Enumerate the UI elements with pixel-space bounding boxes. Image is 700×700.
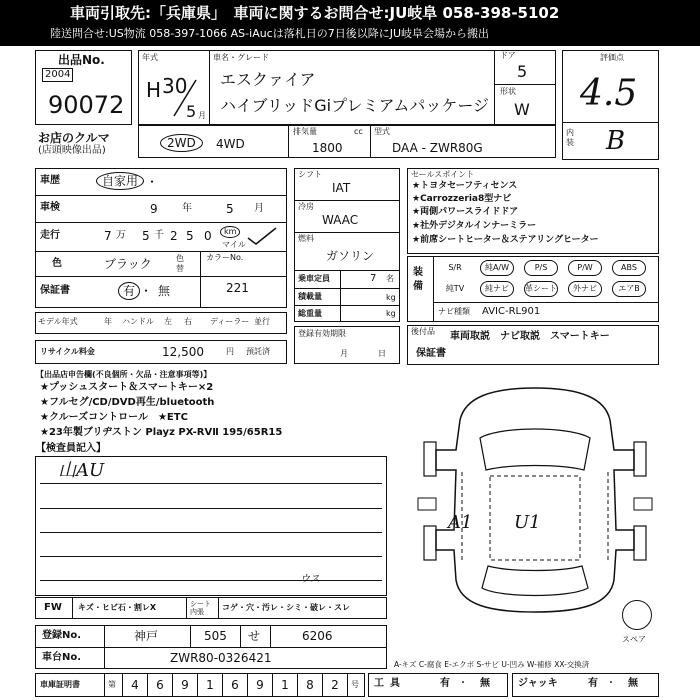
- year-label: 年式: [142, 53, 158, 62]
- jack-label: ジャッキ: [518, 678, 558, 689]
- capacity-value: 7: [370, 273, 377, 284]
- dealer-domestic: 並行: [254, 317, 270, 326]
- fuel-label: 燃料: [298, 234, 314, 243]
- color-no-label: カラーNo.: [206, 253, 244, 262]
- year-month-unit: 月: [198, 111, 206, 120]
- equip-aw: 純A/W: [480, 260, 514, 276]
- displacement-label: 排気量: [293, 127, 317, 136]
- score-label: 評価点: [600, 53, 624, 62]
- recycle-deposit: 預託済: [246, 347, 270, 356]
- navi-value: AVIC-RL901: [482, 306, 541, 317]
- equip-abs: ABS: [612, 260, 646, 276]
- handle-right: 右: [184, 317, 192, 326]
- year-month: 5: [186, 102, 197, 121]
- tools-no: 無: [480, 678, 490, 689]
- warranty-yes: 有: [118, 282, 140, 300]
- doors-value: 5: [517, 62, 528, 81]
- cert-digit: 2: [322, 673, 348, 697]
- equip-sr: S/R: [448, 263, 462, 272]
- cert-digit: 6: [147, 673, 172, 697]
- year-era: H: [146, 78, 162, 102]
- equip-pw: P/W: [568, 260, 602, 276]
- jack-yes: 有: [588, 678, 598, 689]
- spare-tire-icon: [622, 600, 652, 630]
- chassis-label: 車台No.: [42, 652, 82, 663]
- sales-point-item: ★社外デジタルインナーミラー: [412, 221, 537, 231]
- expiry-month-unit: 月: [340, 349, 348, 358]
- warranty-sep: ・: [140, 284, 153, 298]
- mileage-d1: 7: [104, 229, 112, 243]
- spare-label: スペア: [622, 635, 646, 644]
- lot-note1: お店のクルマ: [38, 131, 110, 145]
- recycle-unit: 円: [226, 347, 234, 356]
- rear-equip-label: 後付品: [411, 327, 435, 336]
- navi-label: ナビ種類: [438, 307, 470, 316]
- vehicle-grade: ハイブリッドGiプレミアムパッケージ: [220, 96, 490, 115]
- cert-digit: 9: [247, 673, 272, 697]
- name-label: 車名・グレード: [213, 53, 269, 62]
- year-value: 30: [162, 74, 188, 98]
- dealer-label: ディーラー: [210, 317, 250, 326]
- history-dot: ・: [146, 175, 159, 189]
- cert-digit: 8: [297, 673, 322, 697]
- weight-unit: kg: [386, 309, 396, 318]
- cert-digits: [122, 673, 348, 697]
- displacement-value: 1800: [312, 141, 343, 155]
- handle-left: 左: [164, 317, 172, 326]
- mileage-km: km: [220, 226, 240, 238]
- capacity-label: 乗車定員: [298, 274, 330, 283]
- diagram-mark-u1: U1: [514, 512, 541, 533]
- shape-value: W: [514, 100, 530, 119]
- tools-yes: 有: [440, 678, 450, 689]
- ac-label: 冷房: [298, 202, 314, 211]
- inspection-year-unit: 年: [182, 203, 192, 214]
- exhibitor-notes-heading: 【出品店申告欄(不良個所・欠品・注意事項等)】: [36, 370, 212, 379]
- mileage-mile: マイル: [222, 240, 246, 249]
- lot-note2: (店頭映像出品): [38, 145, 106, 156]
- interior-label: 内装: [566, 128, 574, 148]
- header-line2: 陸送問合せ:US物流 058-397-1066 AS-iAucは落札日の7日後以降にJU岐阜会場から搬出: [50, 27, 490, 40]
- cert-label: 車庫証明書: [40, 680, 80, 689]
- vehicle-name: エスクァイア: [220, 70, 316, 89]
- mileage-d3: 2: [170, 229, 178, 243]
- sales-point-item: ★両側パワースライドドア: [412, 207, 519, 217]
- note-us: ウス: [300, 574, 320, 585]
- fw-items: キズ・ヒビ石・割レX: [78, 603, 157, 612]
- shape-label: 形状: [500, 87, 516, 96]
- rear-equip-warranty: 保証書: [416, 348, 446, 359]
- door-label: ドア: [500, 51, 516, 60]
- warranty-no: 無: [158, 284, 171, 298]
- chassis-value: ZWR80-0326421: [170, 651, 272, 665]
- mileage-d2: 5: [142, 229, 150, 243]
- registration-class: 505: [204, 629, 227, 643]
- color-label: 色: [52, 258, 62, 269]
- fuel-value: ガソリン: [326, 249, 375, 263]
- drive-2wd: 2WD: [160, 134, 203, 152]
- model-value: DAA - ZWR80G: [392, 141, 483, 155]
- score-value: 4.5: [580, 73, 638, 114]
- load-label: 積載量: [298, 292, 322, 301]
- exhibitor-note-item: ★フルセグ/CD/DVD再生/bluetooth: [40, 397, 215, 408]
- seat-label: シート内張: [190, 600, 211, 617]
- registration-label: 登録No.: [42, 630, 82, 641]
- model-label: 型式: [374, 127, 390, 136]
- shift-label: シフト: [298, 170, 322, 179]
- cert-digit: 1: [197, 673, 222, 697]
- fw-label: FW: [44, 602, 62, 613]
- inspector-handwriting: 山AU: [58, 460, 105, 481]
- color-no-value: 221: [226, 281, 249, 295]
- equip-ext-navi: 外ナビ: [568, 281, 602, 297]
- registration-place: 神戸: [134, 629, 159, 643]
- lot-year-tag: 2004: [42, 68, 73, 82]
- equip-airbag: エアB: [612, 281, 646, 297]
- registration-kana: せ: [248, 629, 261, 643]
- mileage-unit-man: 万: [116, 230, 126, 241]
- inspector-heading: 【検査員記入】: [36, 443, 106, 454]
- mileage-check-mark: [242, 224, 282, 248]
- exhibitor-note-item: ★プッシュスタート＆スマートキー×2: [40, 382, 214, 393]
- jack-sep: ・: [606, 678, 616, 689]
- exhibitor-note-item: ★23年製ブリヂストン Playz PX-RVⅡ 195/65R15: [40, 427, 283, 438]
- lot-number: 90072: [48, 91, 125, 119]
- damage-legend: A-キズ C-腐食 E-エクボ S-サビ U-凹み W-補修 XX-交換済: [394, 660, 590, 669]
- equip-leather: 革シート: [524, 281, 558, 297]
- cert-suffix: 号: [351, 680, 359, 689]
- load-unit: kg: [386, 293, 396, 302]
- recycle-amount: 12,500: [162, 345, 204, 359]
- color-value: ブラック: [104, 257, 152, 271]
- cert-digit: 6: [222, 673, 247, 697]
- equipment-label: 装備: [413, 267, 423, 292]
- tools-label: 工具: [374, 678, 406, 689]
- car-diagram: [410, 380, 660, 620]
- sales-points-label: セールスポイント: [411, 170, 475, 179]
- registration-number: 6206: [302, 629, 333, 643]
- expiry-day-unit: 日: [378, 349, 386, 358]
- seat-items: コゲ・穴・汚レ・シミ・破レ・スレ: [222, 603, 350, 612]
- equip-tv: 純TV: [445, 284, 465, 293]
- inspection-month: 5: [226, 202, 234, 216]
- tools-sep: ・: [458, 678, 468, 689]
- inspection-year: 9: [150, 202, 158, 216]
- cc-label: cc: [354, 127, 363, 136]
- inspection-month-unit: 月: [254, 203, 264, 214]
- header-line1: 車両引取先:「兵庫県」 車両に関するお問合せ:JU岐阜 058-398-5102: [70, 4, 560, 22]
- mileage-d4: 5: [186, 229, 194, 243]
- handle-label: ハンドル: [122, 317, 154, 326]
- model-year-unit: 年: [104, 317, 112, 326]
- mileage-label: 走行: [40, 230, 60, 241]
- model-year-label: モデル年式: [38, 317, 78, 326]
- capacity-unit: 名: [386, 274, 394, 283]
- sales-point-item: ★前席シートヒーター＆ステアリングヒーター: [412, 235, 599, 245]
- drive-4wd: 4WD: [216, 137, 245, 151]
- cert-digit: 4: [122, 673, 147, 697]
- warranty-label: 保証書: [40, 285, 70, 296]
- diagram-mark-a1: A1: [448, 512, 473, 533]
- inspection-label: 車検: [40, 202, 60, 213]
- ac-value: WAAC: [322, 213, 359, 227]
- cert-digit: 9: [172, 673, 197, 697]
- color-repaint: 色替: [176, 254, 184, 273]
- recycle-label: リサイクル料金: [40, 347, 95, 356]
- jack-no: 無: [628, 678, 638, 689]
- cert-digit: 1: [272, 673, 297, 697]
- sales-point-item: ★トヨタセーフティセンス: [412, 181, 518, 191]
- interior-value: B: [606, 126, 626, 156]
- equip-ps: P/S: [524, 260, 558, 276]
- lot-label: 出品No.: [58, 53, 105, 67]
- rear-equip-items: 車両取説 ナビ取説 スマートキー: [450, 331, 610, 342]
- history-label: 車歴: [40, 175, 60, 186]
- expiry-label: 登録有効期限: [298, 329, 346, 338]
- history-value: 自家用: [96, 172, 144, 190]
- sales-point-item: ★Carrozzeria8型ナビ: [412, 194, 512, 204]
- shift-value: IAT: [332, 181, 351, 195]
- equip-navi: 純ナビ: [480, 281, 514, 297]
- cert-prefix: 第: [108, 680, 116, 689]
- mileage-unit-sen: 千: [154, 230, 164, 241]
- weight-label: 総重量: [298, 309, 322, 318]
- exhibitor-note-item: ★クルーズコントロール ★ETC: [40, 412, 188, 423]
- mileage-d5: 0: [204, 229, 212, 243]
